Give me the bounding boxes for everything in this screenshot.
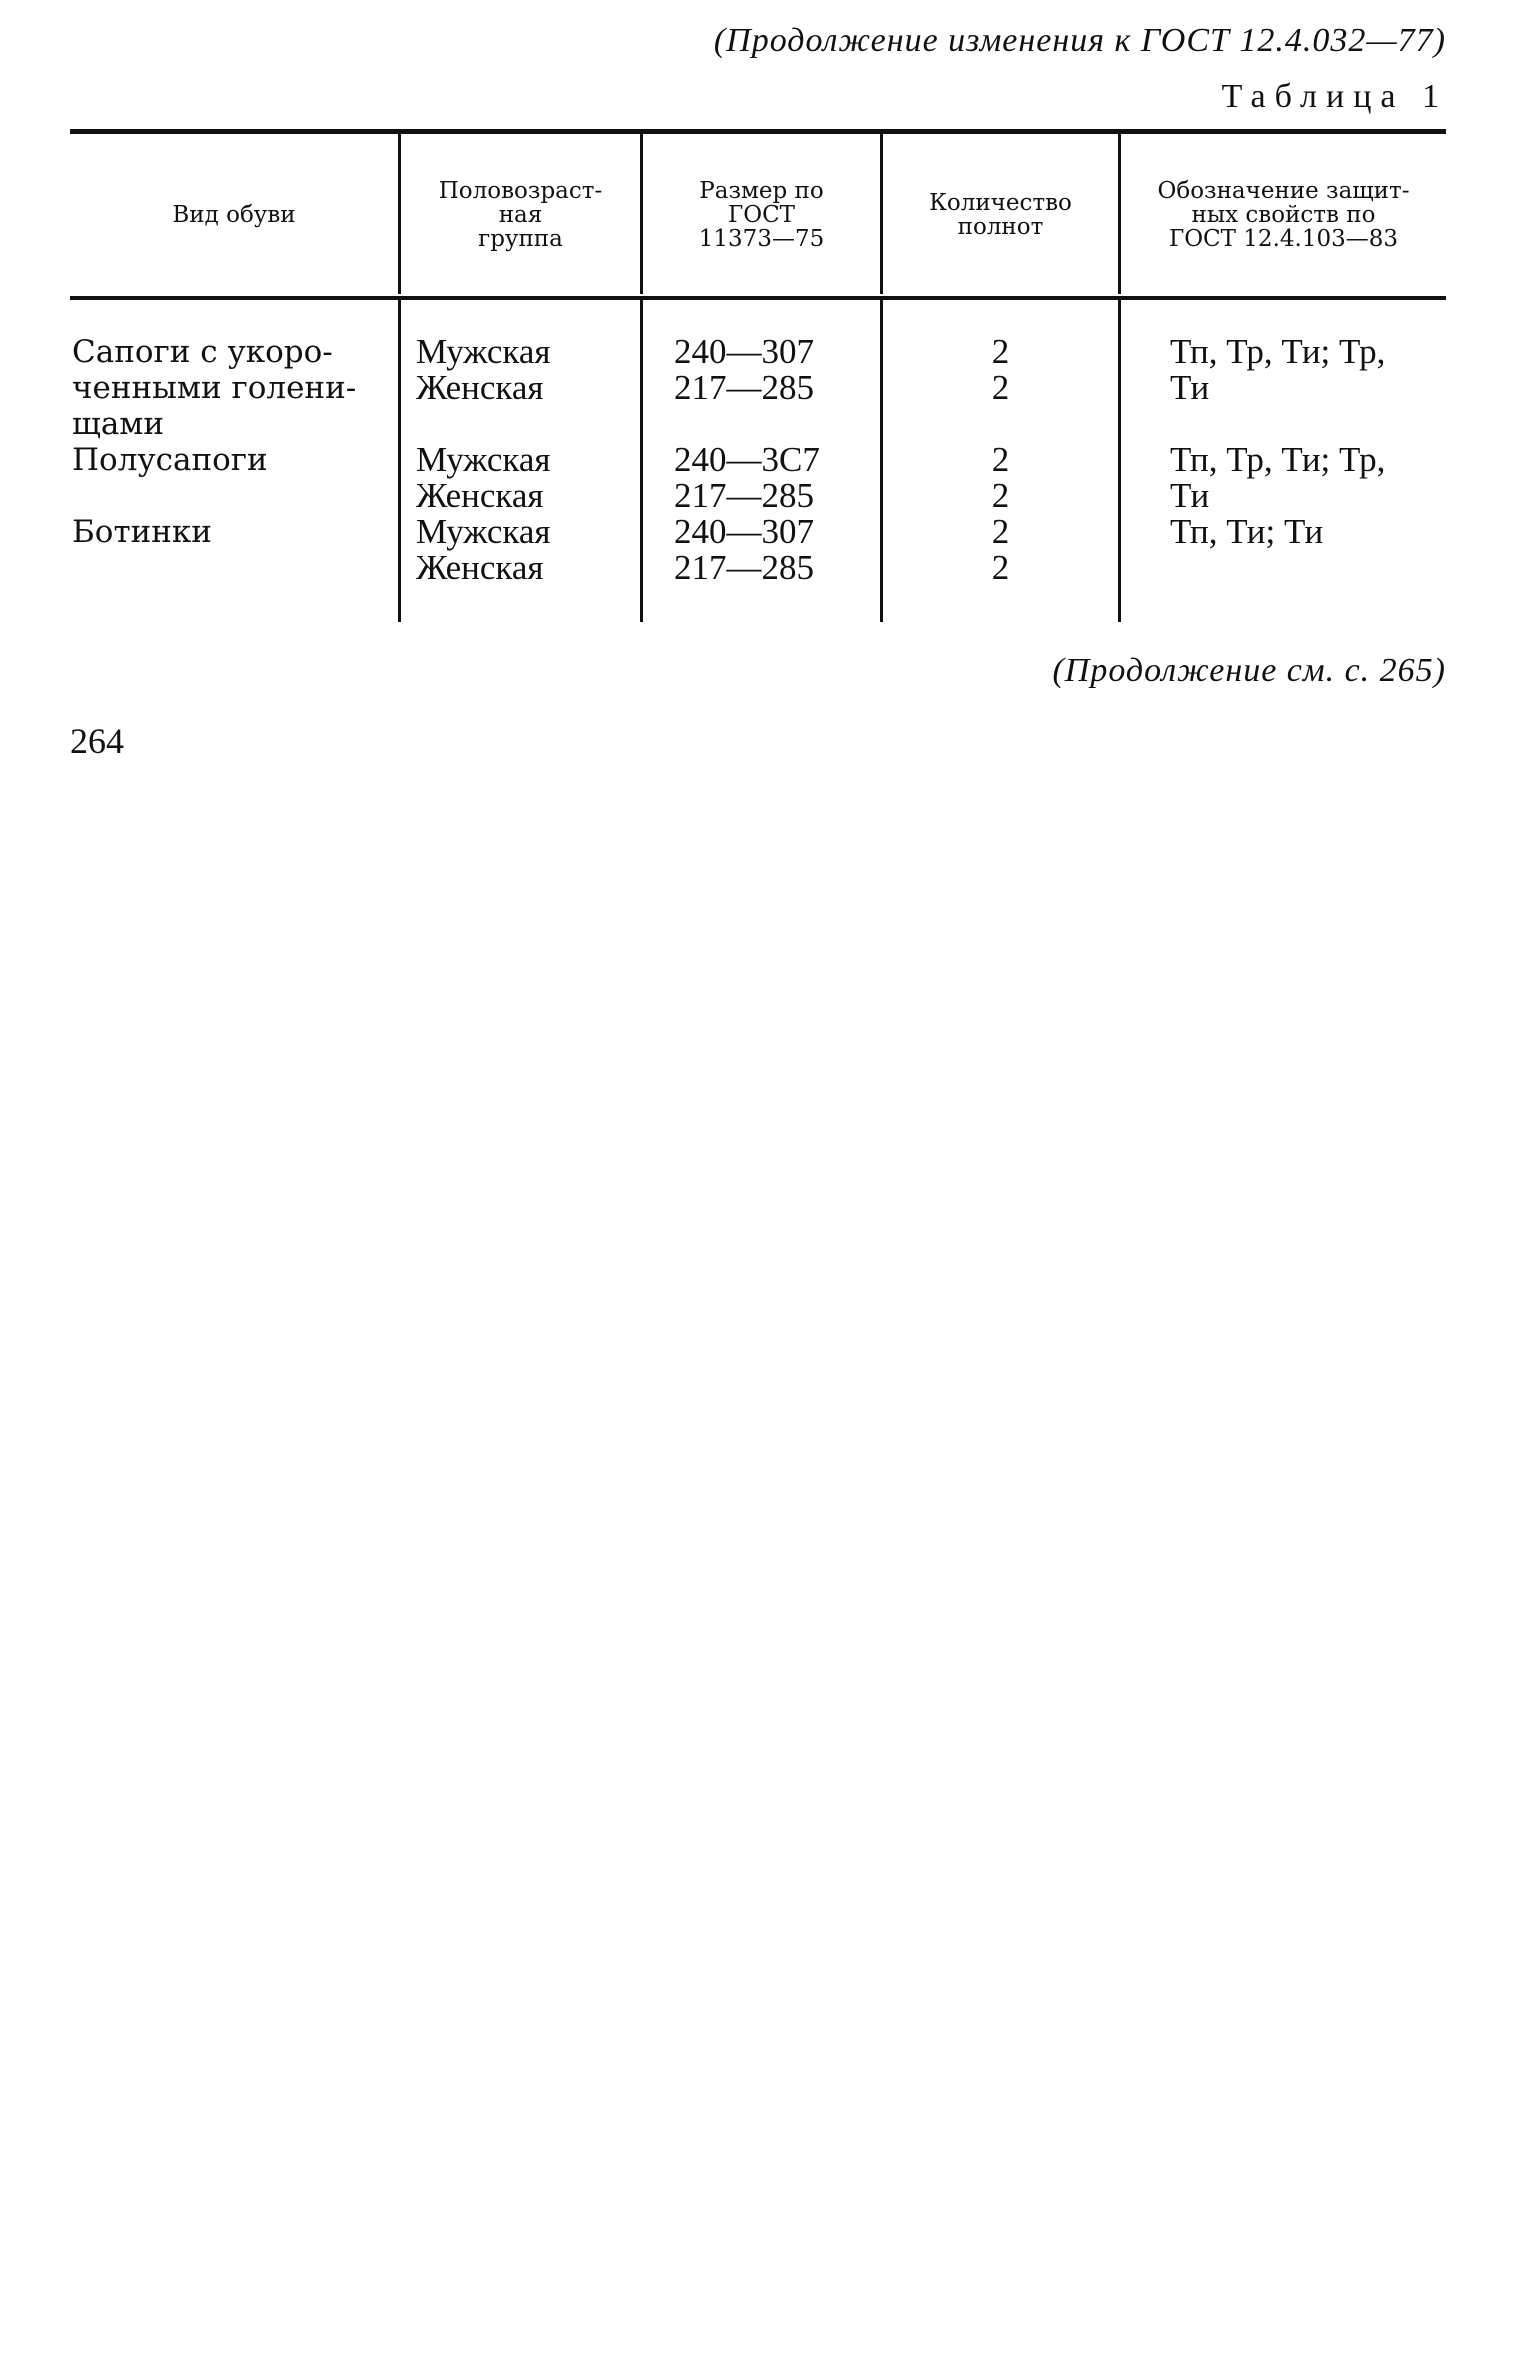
size-column: 240—307 217—285 240—3С7 217—285 240—307 217—285 xyxy=(674,332,820,587)
shoe-type-column: Сапоги с укоро- ченными голени- щами Полусапоги Ботинки xyxy=(72,334,357,550)
header-shoe-type: Вид обуви xyxy=(172,202,296,228)
header-fullness-count: Количество полнот xyxy=(929,190,1072,240)
header-protective-properties: Обозначение защит- ных свойств по ГОСТ 12.4.103—83 xyxy=(1157,178,1410,252)
designation-column: Тп, Тр, Ти; Тр, Ти Тп, Тр, Ти; Тр, Ти Тп, Ти; Ти xyxy=(1170,332,1386,551)
running-head: (Продолжение изменения к ГОСТ 12.4.032—77) xyxy=(713,22,1446,59)
footer-note: (Продолжение см. с. 265) xyxy=(1052,652,1446,689)
column-divider xyxy=(1118,300,1121,622)
group-column: Мужская Женская Мужская Женская Мужская Женская xyxy=(416,332,551,587)
column-divider xyxy=(640,300,643,622)
header-age-sex-group: Половозраст- ная группа xyxy=(438,178,603,252)
table-caption: Таблица 1 xyxy=(1221,78,1448,115)
page-number: 264 xyxy=(70,721,124,761)
fullness-column: 2 2 2 2 2 2 xyxy=(991,332,1010,587)
column-divider xyxy=(398,300,401,622)
table-header-rule xyxy=(70,296,1446,300)
header-size: Размер по ГОСТ 11373—75 xyxy=(698,178,825,252)
